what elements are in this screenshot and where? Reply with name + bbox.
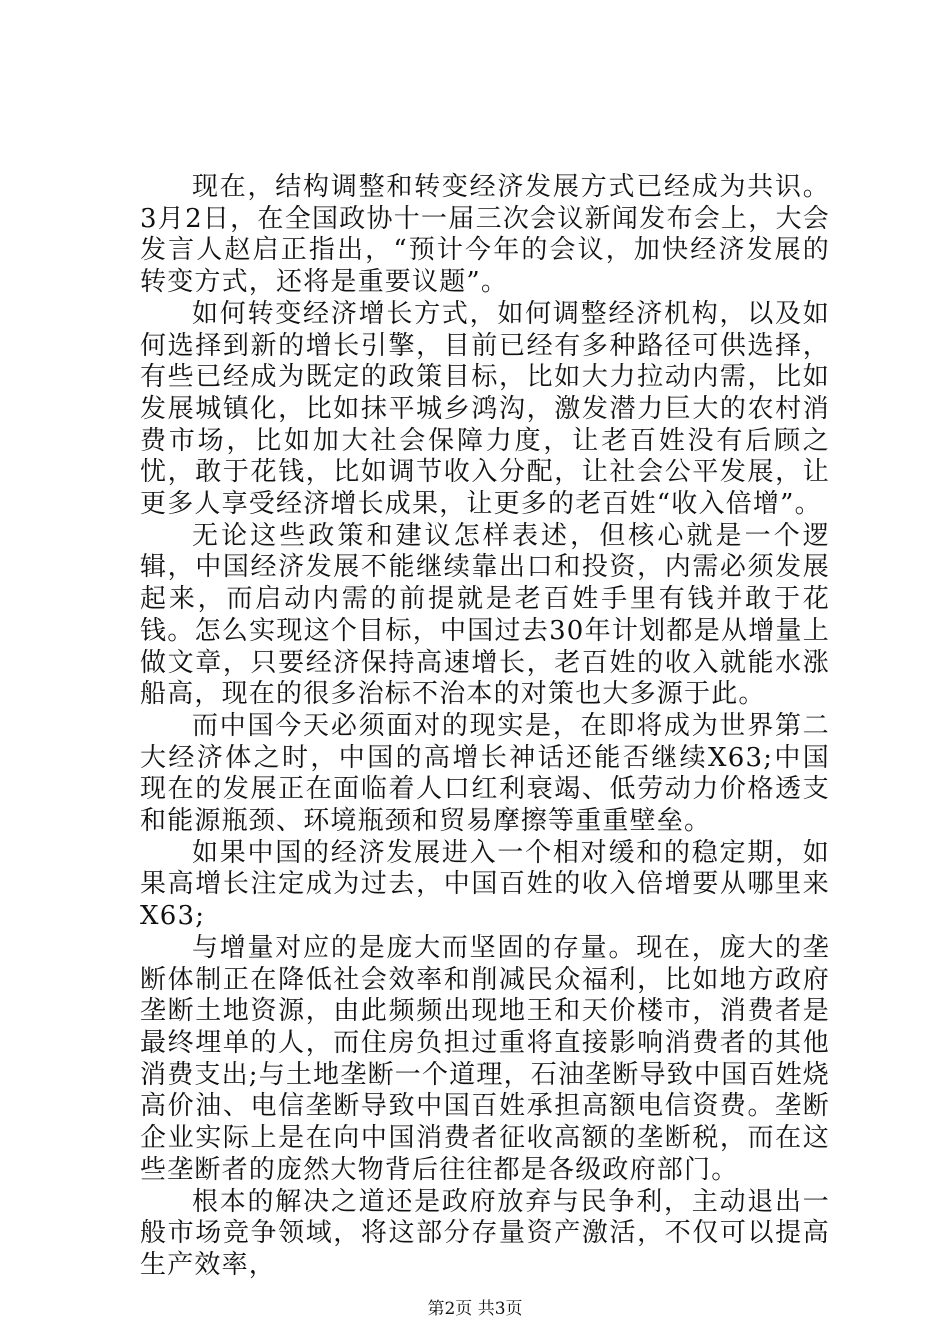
paragraph: 如果中国的经济发展进入一个相对缓和的稳定期，如果高增长注定成为过去，中国百姓的收入倍增要从哪里来X63;: [140, 837, 830, 932]
paragraph: 现在，结构调整和转变经济发展方式已经成为共识。3月2日，在全国政协十一届三次会议新闻发布会上，大会发言人赵启正指出，“预计今年的会议，加快经济发展的转变方式，还将是重要议题”。: [140, 172, 830, 298]
article-body: [140, 172, 830, 1282]
page-number-footer: 第2页 共3页: [427, 1299, 523, 1319]
paragraph: 而中国今天必须面对的现实是，在即将成为世界第二大经济体之时，中国的高增长神话还能否继续X63;中国现在的发展正在面临着人口红利衰竭、低劳动力价格透支和能源瓶颈、环境瓶颈和贸易摩擦等重重壁垒。: [140, 710, 830, 837]
paragraph: 如何转变经济增长方式，如何调整经济机构，以及如何选择到新的增长引擎，目前已经有多种路径可供选择，有些已经成为既定的政策目标，比如大力拉动内需，比如发展城镇化，比如抹平城乡鸿沟，激发潜力巨大的农村消费市场，比如加大社会保障力度，让老百姓没有后顾之忧，敢于花钱，比如调节收入分配，让社会公平发展，让更多人享受经济增长成果，让更多的老百姓“收入倍增”。: [140, 298, 830, 520]
paragraph: 根本的解决之道还是政府放弃与民争利，主动退出一般市场竞争领域，将这部分存量资产激活，不仅可以提高生产效率，: [140, 1186, 830, 1280]
paragraph: 无论这些政策和建议怎样表述，但核心就是一个逻辑，中国经济发展不能继续靠出口和投资，内需必须发展起来，而启动内需的前提就是老百姓手里有钱并敢于花钱。怎么实现这个目标，中国过去30年计划都是从增量上做文章，只要经济保持高速增长，老百姓的收入就能水涨船高，现在的很多治标不治本的对策也大多源于此。: [140, 520, 830, 710]
paragraph: 与增量对应的是庞大而坚固的存量。现在，庞大的垄断体制正在降低社会效率和削减民众福利，比如地方政府垄断土地资源，由此频频出现地王和天价楼市，消费者是最终埋单的人，而住房负担过重将直接影响消费者的其他消费支出;与土地垄断一个道理，石油垄断导致中国百姓烧高价油、电信垄断导致中国百姓承担高额电信资费。垄断企业实际上是在向中国消费者征收高额的垄断税，而在这些垄断者的庞然大物背后往往都是各级政府部门。: [140, 932, 830, 1185]
